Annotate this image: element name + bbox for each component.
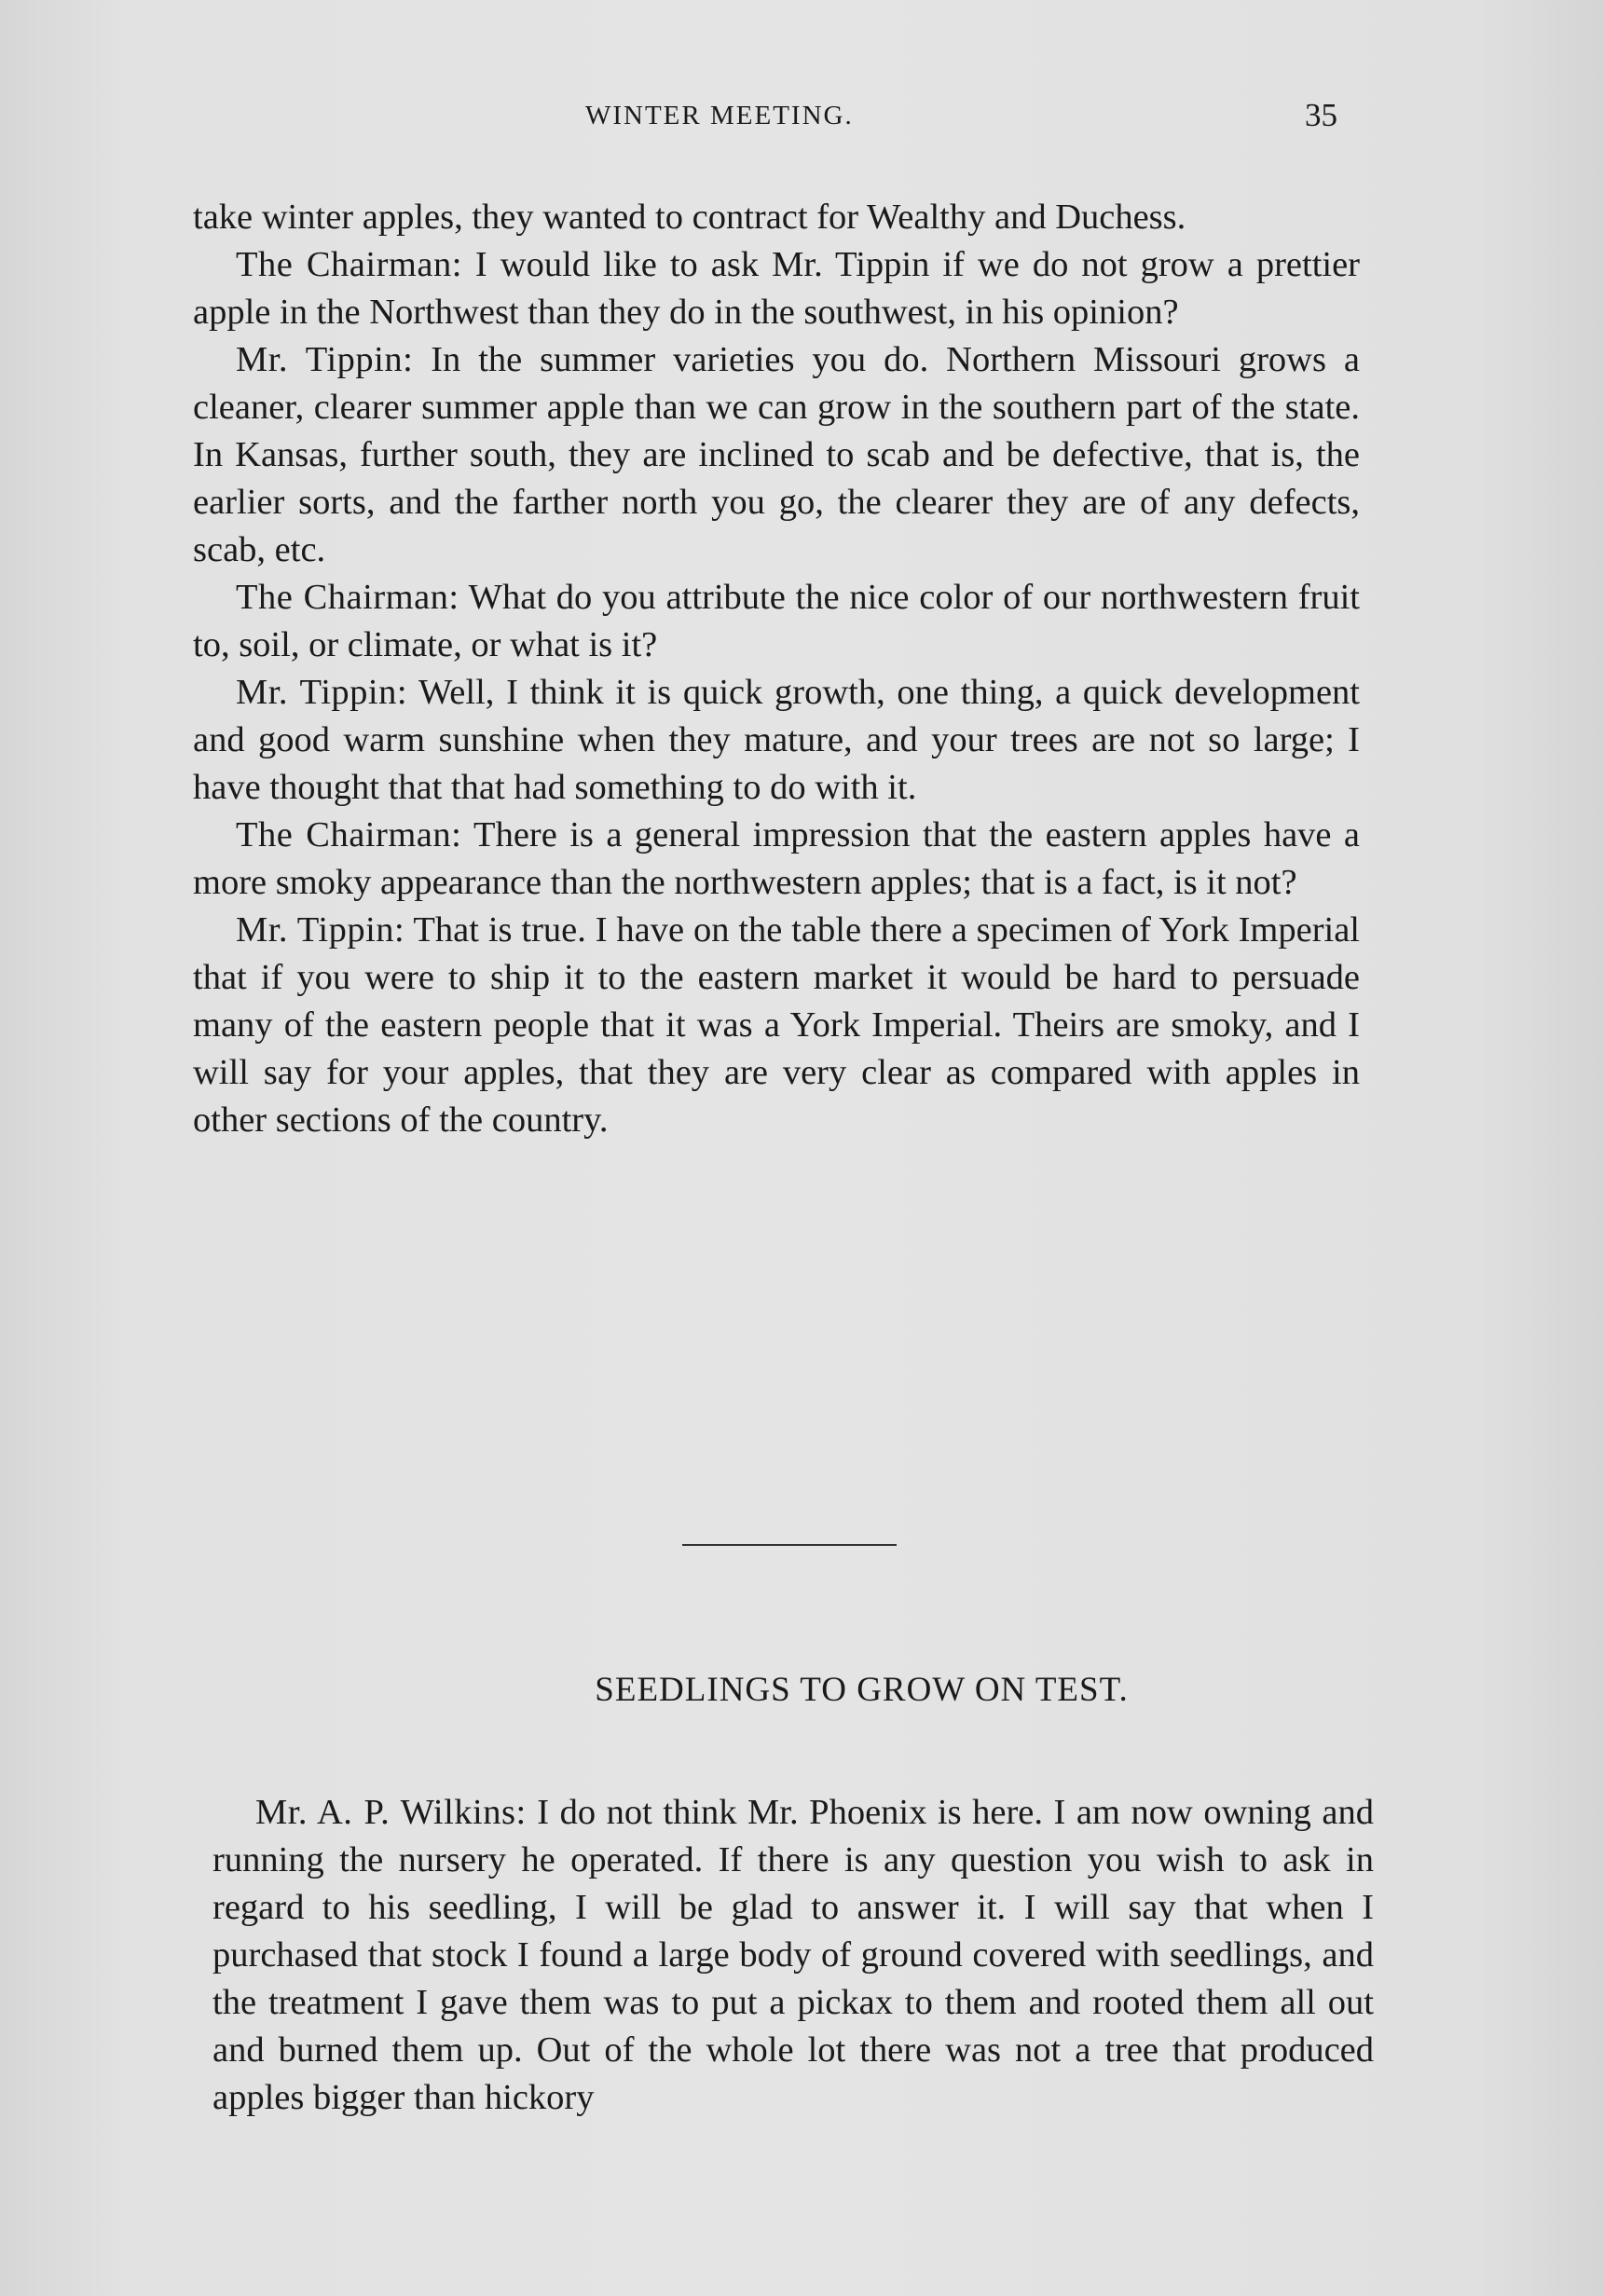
paragraph-text: In the summer varieties you do. Northern Missouri grows a cleaner, clearer summer apple than we can grow in the southern part of the state. In Kansas, further south, they are inclined to scab and be defective, that is, the earlier sorts, and the farther north you go, the clearer they are of any defects, scab, etc. [193,340,1360,569]
paragraph [193,812,1360,907]
speaker-label: Mr. Tippin: [236,340,414,379]
paragraph [193,336,1360,574]
page-number: 35 [1305,97,1337,133]
paragraph [193,669,1360,812]
speaker-label: The Chairman: [236,815,462,854]
paragraph-text: I would like to ask Mr. Tippin if we do not grow a prettier apple in the Northwest than they do in the southwest, in his opinion? [193,245,1360,332]
paragraph [193,574,1360,669]
speaker-label: The Chairman: [236,245,462,284]
speaker-label: Mr. Tippin: [236,910,405,950]
paragraph-text: That is true. I have on the table there a specimen of York Imperial that if you were to ship it to the eastern market it would be hard to persuade many of the eastern people that it was a York Imperial. Theirs are smoky, and I will say for your apples, that they are very clear as compared with apples in other sections of the country. [193,910,1360,1140]
speaker-label: Mr. Tippin: [236,673,408,712]
paragraph-text: What do you attribute the nice color of our northwestern fruit to, soil, or climate, or what is it? [193,578,1360,664]
paragraph [212,1789,1374,2122]
section-heading-text: SEEDLINGS TO GROW ON TEST. [595,1671,1129,1709]
bottom-text-block [212,1789,1374,2122]
running-head [0,97,1604,147]
paragraph-text: There is a general impression that the eastern apples have a more smoky appearance than the northwestern apples; that is a fact, is it not? [193,815,1361,902]
paragraph [193,907,1360,1144]
paragraph-text: Well, I think it is quick growth, one thing, a quick development and good warm sunshine when they mature, and your trees are not so large; I have thought that that had something to do with it. [193,673,1360,807]
paragraph [193,241,1360,336]
section-heading [0,1670,1604,1710]
section-divider [682,1544,897,1546]
paragraph [193,194,1360,241]
paragraph-text: take winter apples, they wanted to contract for Wealthy and Duchess. [193,198,1186,237]
speaker-label: Mr. A. P. Wilkins: [255,1793,527,1832]
paragraph-text: I do not think Mr. Phoenix is here. I am now owning and running the nursery he operated. If there is any question you wish to ask in regard to his seedling, I will be glad to answer it. I will say that when I purchased that stock I found a large body of ground covered with seedlings, and the treatment I gave them was to put a pickax to them and rooted them all out and burned them up. Out of the whole lot there was not a tree that produced apples bigger than hickory [212,1793,1375,2117]
speaker-label: The Chairman: [236,578,459,617]
running-title: WINTER MEETING. [585,101,854,130]
top-text-block [193,194,1360,1144]
